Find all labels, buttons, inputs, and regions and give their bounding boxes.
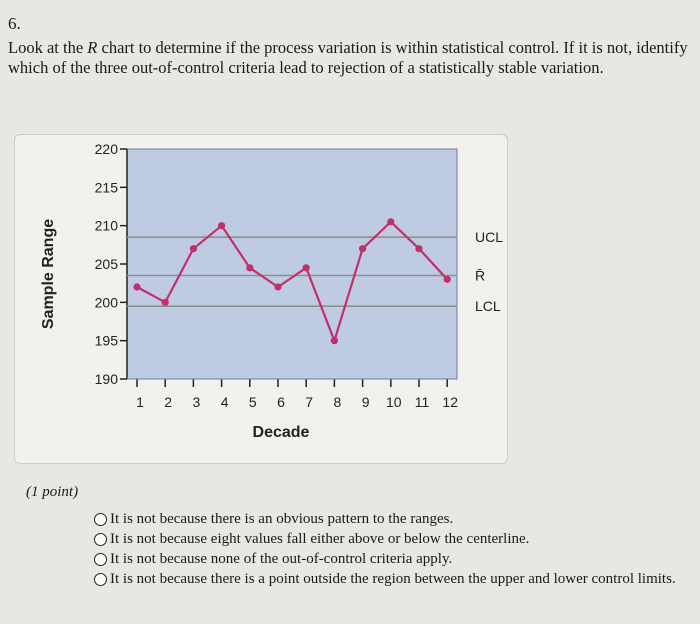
plot-area (127, 149, 457, 379)
x-tick-label: 2 (164, 394, 173, 410)
answer-option-1[interactable] (94, 510, 694, 529)
x-tick-label: 9 (361, 394, 370, 410)
control-line-label: UCL (475, 229, 504, 246)
data-point (246, 264, 253, 271)
question-text-end: chart to determine if the process variation is within statistical control. If it is not, identify which of the three out-of-control criteria lead to rejection of a statistically stable variation. (8, 38, 688, 77)
x-tick-label: 10 (386, 394, 402, 410)
data-point (387, 218, 394, 225)
y-tick-label: 200 (94, 294, 118, 311)
y-axis-title: Sample Range (40, 218, 57, 330)
answer-options (94, 510, 694, 590)
answer-option-text: It is not because there is an obvious pattern to the ranges. (110, 511, 454, 527)
radio-button-icon[interactable] (94, 533, 107, 546)
x-tick-label: 6 (277, 394, 285, 410)
control-line-label: R̄ (475, 267, 486, 284)
x-tick-label: 4 (220, 394, 229, 410)
question-text-start: Look at the (8, 38, 88, 57)
answer-option-text: It is not because there is a point outside the region between the upper and lower control limits. (110, 571, 676, 587)
data-point (190, 245, 197, 252)
answer-option-2[interactable] (94, 530, 694, 549)
y-tick-label: 195 (94, 332, 118, 349)
x-axis-title: Decade (252, 424, 310, 441)
x-tick-label: 11 (414, 394, 430, 410)
r-chart-card (14, 134, 508, 464)
x-tick-label: 7 (305, 394, 314, 410)
data-point (415, 245, 422, 252)
x-tick-label: 1 (136, 394, 144, 410)
x-tick-label: 12 (442, 394, 458, 410)
data-point (331, 337, 338, 344)
r-chart (15, 135, 507, 463)
y-tick-label: 220 (94, 141, 118, 157)
y-tick-label: 215 (94, 179, 118, 196)
y-tick-label: 190 (94, 371, 118, 387)
data-point (133, 283, 140, 290)
x-tick-label: 3 (192, 394, 201, 410)
question-number: 6. (8, 14, 21, 33)
point-value-label: (1 point) (26, 484, 79, 500)
y-tick-label: 205 (94, 256, 118, 272)
question-text (8, 38, 693, 78)
answer-option-3[interactable] (94, 550, 694, 569)
data-point (162, 299, 169, 306)
x-tick-label: 5 (248, 394, 257, 410)
control-line-label: LCL (475, 298, 501, 315)
answer-option-4[interactable] (94, 570, 694, 589)
radio-button-icon[interactable] (94, 513, 107, 526)
data-point (303, 264, 310, 271)
data-point (218, 222, 225, 229)
answer-option-text: It is not because none of the out-of-control criteria apply. (110, 551, 453, 567)
y-tick-label: 210 (94, 217, 118, 234)
answer-option-text: It is not because eight values fall either above or below the centerline. (110, 531, 530, 547)
radio-button-icon[interactable] (94, 553, 107, 566)
x-tick-label: 8 (333, 394, 342, 410)
data-point (274, 283, 281, 290)
radio-button-icon[interactable] (94, 573, 107, 586)
data-point (444, 276, 451, 283)
data-point (359, 245, 366, 252)
question-text-variable: R (87, 38, 98, 57)
